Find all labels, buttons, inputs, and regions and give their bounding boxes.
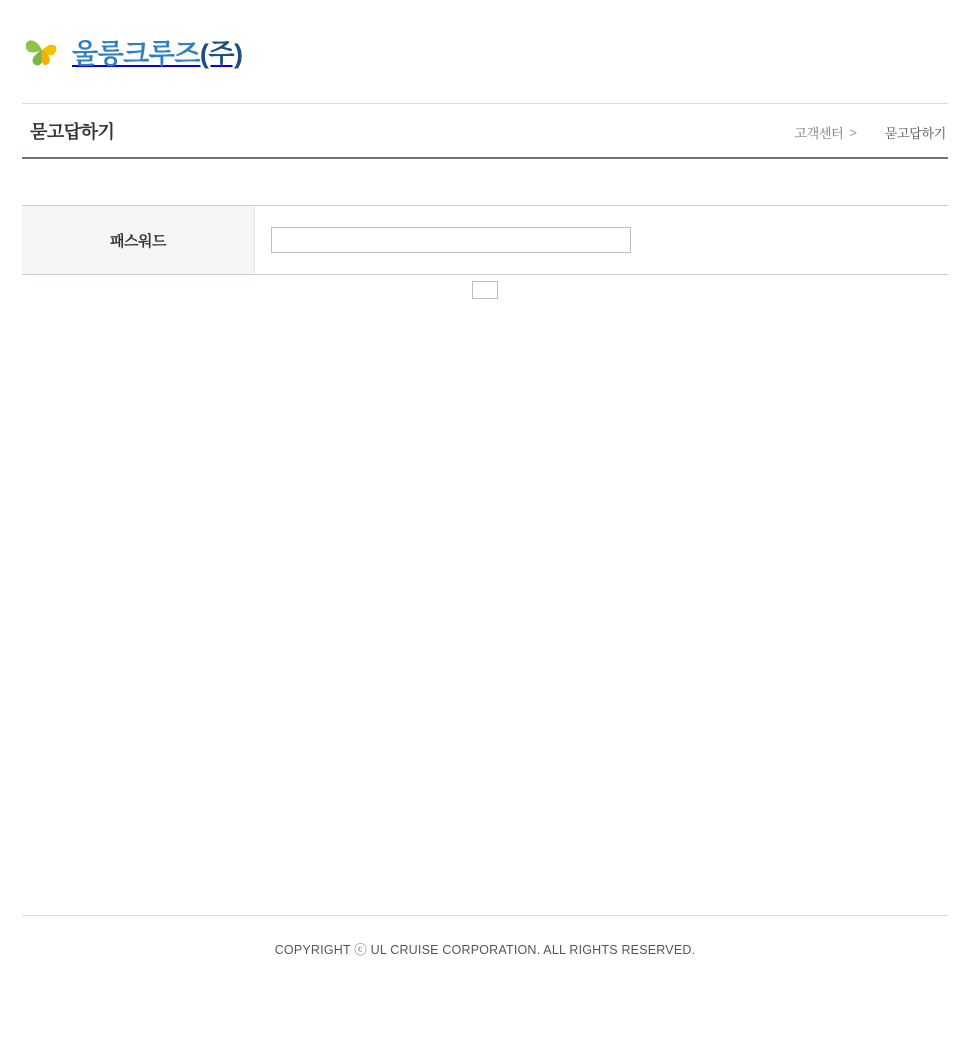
breadcrumb-parent[interactable]: 고객센터	[794, 126, 844, 141]
logo-text-suffix: (주)	[199, 38, 243, 69]
password-form-table	[22, 205, 948, 275]
table-row	[22, 206, 948, 275]
password-field-cell	[255, 206, 949, 275]
logo-text-main: 울릉크루즈	[72, 38, 200, 69]
page-title: 묻고답하기	[30, 122, 115, 142]
form-button-row	[22, 275, 948, 303]
main-content	[22, 159, 948, 303]
password-input[interactable]	[271, 227, 631, 253]
site-logo-text	[72, 32, 243, 71]
site-logo[interactable]	[22, 30, 243, 72]
site-footer	[22, 915, 948, 958]
submit-button[interactable]	[472, 281, 498, 299]
password-label: 패스워드	[22, 206, 255, 275]
pinwheel-flower-logo-icon	[22, 30, 62, 72]
breadcrumb	[794, 123, 946, 142]
breadcrumb-current: 묻고답하기	[884, 126, 946, 141]
copyright-text: COPYRIGHT ⓒ UL CRUISE CORPORATION. ALL RIGHTS RESERVED.	[274, 943, 696, 957]
page-title-bar	[22, 103, 948, 159]
breadcrumb-separator: >	[849, 125, 857, 140]
site-header	[0, 0, 970, 103]
